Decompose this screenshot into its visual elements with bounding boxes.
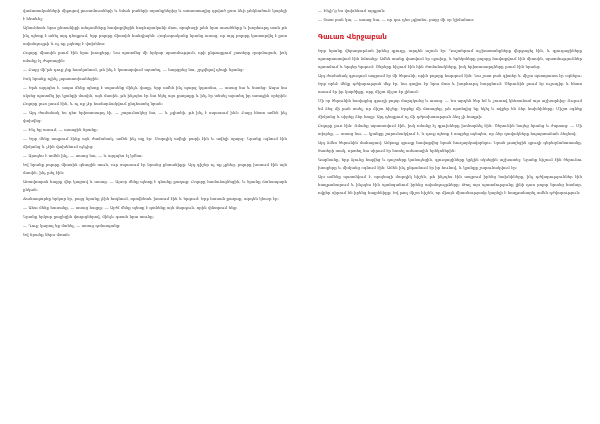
paragraph: — Այսպես է ամեն ինչ, — ասաց նա, — և այդպես էլ կմնա։ <box>23 153 143 158</box>
paragraph: Այնուհետև նրա ընտանիքի անդամները հավաքվեցին հոգևորականի մոտ, որպեսզի լսեն նրա ասածները և խորհուրդ տան թե ինչ պետք է անել այդ դեպքում, երբ բոլորը միասին հանդիպեն։ Հոգևորականը նրանց ասաց, որ այդ բոլորը կատարվել է ըստ ավանդույթի և ոչ ոք չպետք է վախենա։ <box>23 25 287 46</box>
dialogue-line: — Ինչի՞ց ես վախենում այդքան։ <box>318 8 386 13</box>
paragraph: — Ինչ եք ասում, — ասացին նրանք։ <box>23 127 98 132</box>
paragraph: Այս ամենը պատմվում է, որպեսզի մարդիկ հիշեն, թե ինչպես էին ապրում իրենց նախնիները, ինչ դժվարություններ էին հաղթահարում և ինչպես էին պահպանում իրենց ավանդույթները։ Թող այս պատմությունը լինի դաս բոլոր նրանց համար, ովքեր սիրում են իրենց հայրենիքը։ Եվ թող միշտ հիշեն, որ միայն միասնությամբ կարելի է հաղթահարել ամեն դժվարություն։ <box>318 174 582 195</box>
paragraph: Նրանք երկար քայլեցին փողոցներով, մինչև գտան նրա տունը։ <box>23 214 154 219</box>
paragraph: վաճառականների միջոցով լուսամուտների և նման բաների արանքներից և առաստաղից դրված ըստ ձևի թեկնածուն կարելի է հետևել։ <box>23 8 287 21</box>
paragraph: — Եթե այդպես է, ապա մենք պետք է սպասենք մինչև վաղը, երբ ամեն ինչ պարզ կդառնա, — ասաց նա և նստեց։ Ապա նա սկսեց պատմել իր կյանքի մասին, այն մասին, թե ինչպես էր նա եկել այս քաղաքը և ինչ էր տեսել այստեղ իր առաջին օրերին։ Բոլորը լուռ լսում էին, և ոչ ոք չէր համարձակվում ընդհատել նրան։ <box>23 85 287 106</box>
paragraph: Բոլորը միասին լսում էին նրա խոսքերը։ Նա պատմեց մի երկար պատմություն, որի ընթացքում շատերը զարմացան, իսկ ոմանք էլ ժպտացին։ <box>23 50 287 63</box>
paragraph: Եվ նրանք բոլորը միասին գնացին տուն, ուր սպասում էր նրանց ընտանիքը։ Այդ գիշեր ոչ ոք չքնեց, բոլորը խոսում էին այն մասին, ինչ լսել էին։ <box>23 162 287 175</box>
paragraph: Մի օր ծերունին հավաքեց գյուղի բոլոր մարդկանց և ասաց. — Ես արդեն ծեր եմ և շուտով կհեռանամ այս աշխարհից։ Ուզում եմ ձեզ մի բան ասել, որ միշտ հիշեք։ Երբեք մի մոռացեք, թե որտեղից եք եկել և ովքեր են ձեր նախնիները։ Միշտ օգնեք միմյանց և սիրեք ձեր հողը։ Այդ դեպքում ոչ մի դժբախտություն ձեզ չի հաղթի։ <box>318 98 582 119</box>
paragraph: Այդ ձմեռ ծերունին մահացավ։ Ամբողջ գյուղը հավաքվեց նրան հուղարկավորելու։ Նրան թաղեցին գյուղի գերեզմանատանը, ծառերի տակ, որտեղ նա սիրում էր նստել ամառային երեկոներին։ <box>318 140 582 153</box>
paragraph: — Բայց մի՞թե դուք չեք հասկանում, թե ինչ է կատարվում այստեղ, — հարցրեց նա, շրջվելով դեպի նրանց։ <box>23 67 244 72</box>
paragraph: Բոլորը լուռ էին։ Ոմանք արտասվում էին, իսկ ոմանք էլ գլուխները խոնարհել էին։ Ծերունին նայեց նրանց և ժպտաց։ — Մի տխրեք, — ասաց նա, — կյանքը շարունակվում է, և դուք պետք է ապրեք այնպես, որ ձեր զավակները հպարտանան ձեզնով։ <box>318 123 582 136</box>
paragraph: — Ահա մենք հասանք, — ասաց հայրը։ — Այժմ մենք պետք է գտնենք այն մարդուն, որին փնտրում ենք։ <box>23 205 238 210</box>
paragraph: Ճանապարհը երկար էր, բայց նրանք չէին հոգնում, որովհետև խոսում էին և երգում։ Երբ հասան քաղաք, արդեն կեսօր էր։ <box>23 196 279 201</box>
paragraph: — Երբ մենք ապրում էինք այն ժամանակ, ամեն ինչ այլ էր։ Մարդիկ ավելի բարի էին և ավելի պարզ։ Նրանք օգնում էին միմյանց և չէին վախենում ոչնչից։ <box>23 136 287 149</box>
paragraph: — Դուք կարող եք մտնել, — ասաց դռնապանը։ <box>23 223 121 228</box>
paragraph: Այդ ժամանակ գյուղում ապրում էր մի ծերունի, որին բոլորը հարգում էին։ Նա շատ բան գիտեր և միշտ պատրաստ էր օգնելու։ Երբ որևէ մեկը դժվարության մեջ էր, նա գալիս էր նրա մոտ և խորհուրդ հարցնում։ Ծերունին լսում էր ուշադիր և հետո ասում էր իր կարծիքը, որը միշտ ճիշտ էր լինում։ <box>318 73 582 94</box>
paragraph: Իսկ նրանք ոչինչ չպատասխանեցին։ <box>23 76 99 81</box>
paragraph: Երբ նրանք վերադարձան իրենց գյուղը, արդեն աշուն էր։ Դաշտերում աշխատանքները վերջացել էին, և գյուղացիները պատրաստվում էին ձմռանը։ Ամեն տանը վառվում էր օջախը, և երեկոները բոլորը հավաքվում էին միասին, պատմություններ պատմում և երգեր երգում։ Ծերերը հիշում էին հին ժամանակները, իսկ երիտասարդները լսում էին նրանց։ <box>318 48 582 69</box>
left-column <box>23 7 287 419</box>
right-column <box>318 7 582 419</box>
dialogue-line: — Շատ բան կա, — ասաց նա, — որ դու դեռ չգիտես, բայց մի օր կիմանաս։ <box>318 17 475 22</box>
paragraph: Գարնանը, երբ ձյունը հալվեց և դաշտերը կանաչեցին, գյուղացիները կրկին սկսեցին աշխատել։ Նրանք հիշում էին ծերունու խոսքերը և միմյանց օգնում էին։ Ամեն ինչ ընթանում էր իր հունով, և կյանքը շարունակվում էր։ <box>318 157 582 170</box>
paragraph: Եվ նրանք ներս մտան։ <box>23 232 71 237</box>
paragraph: Առավոտյան հայրը վեր կացավ և ասաց. — Այսօր մենք պետք է գնանք քաղաք։ Բոլորը համաձայնեցին, և նրանք ճանապարհ ընկան։ <box>23 179 287 192</box>
paragraph: — Այդ ժամանակ ես դեռ երիտասարդ էի, — շարունակեց նա, — և չգիտեի, թե ինչ է սպասում ինձ։ Բայց հետո ամեն ինչ փոխվեց։ <box>23 110 287 123</box>
section-heading: Գաւառ Վերջաբան <box>318 33 387 41</box>
